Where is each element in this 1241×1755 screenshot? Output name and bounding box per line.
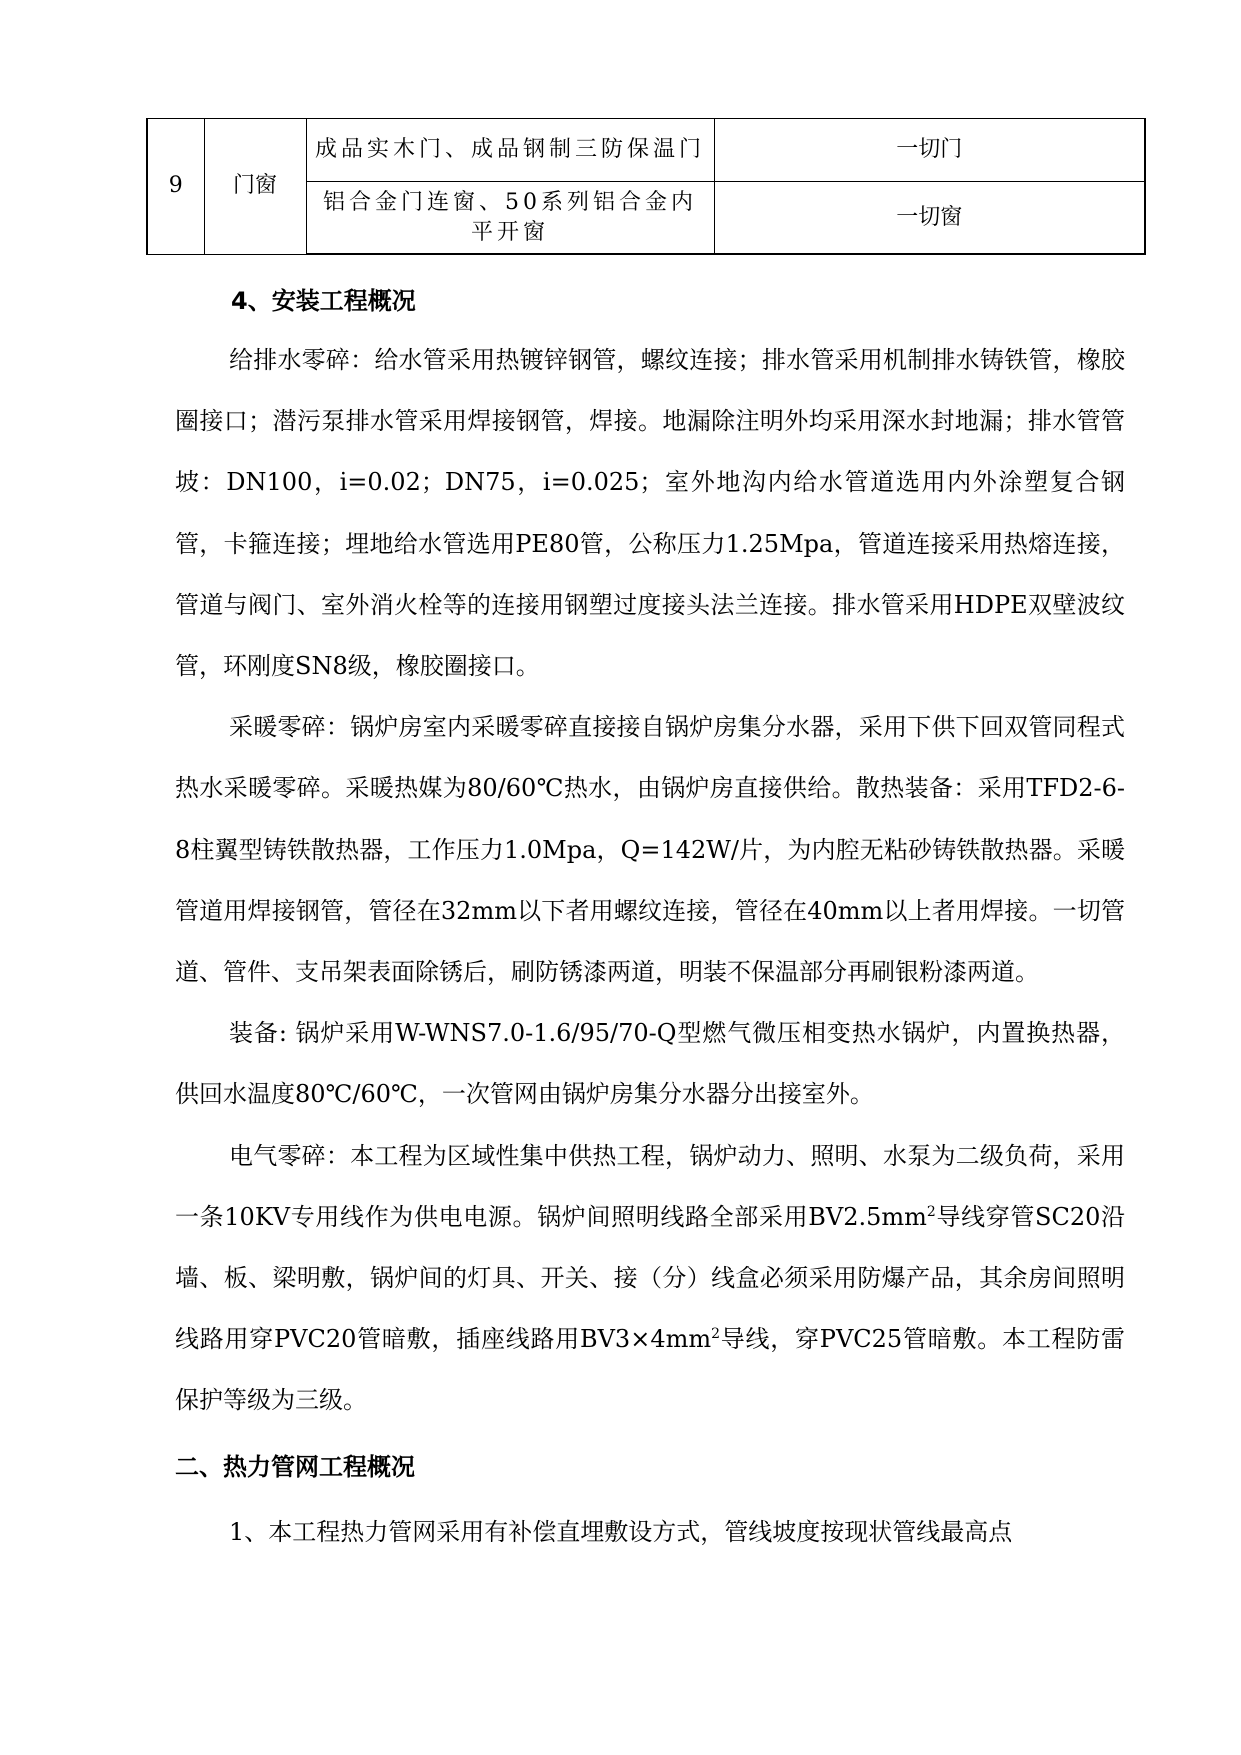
item-description: 铝合金门连窗、50系列铝合金内平开窗 bbox=[306, 182, 714, 255]
heating-paragraph: 采暖零碎：锅炉房室内采暖零碎直接接自锅炉房集分水器，采用下供下回双管同程式热水采暖零碎。采暖热媒为80/60℃热水，由锅炉房直接供给。散热装备：采用TFD2-6-8柱翼型铸铁散热器，工作压力1.0Mpa，Q=142W/片，为内腔无粘砂铸铁散热器。采暖管道用焊接钢管，管径在32mm以下者用螺纹连接，管径在40mm以上者用焊接。一切管道、管件、支吊架表面除锈后，刷防锈漆两道，明装不保温部分再刷银粉漆两道。 bbox=[175, 713, 1125, 987]
item-value: 一切门 bbox=[714, 119, 1145, 182]
plumbing-paragraph: 给排水零碎：给水管采用热镀锌钢管，螺纹连接；排水管采用机制排水铸铁管，橡胶圈接口；潜污泵排水管采用焊接钢管，焊接。地漏除注明外均采用深水封地漏；排水管管坡：DN100，i=0.02；DN75，i=0.025；室外地沟内给水管道选用内外涂塑复合钢管，卡箍连接；埋地给水管选用PE80管，公称压力1.25Mpa，管道连接采用热熔连接，管道与阀门、室外消火栓等的连接用钢塑过度接头法兰连接。排水管采用HDPE双壁波纹管，环刚度SN8级，橡胶圈接口。 bbox=[175, 346, 1125, 681]
electrical-paragraph bbox=[175, 1126, 1125, 1432]
document-body bbox=[175, 268, 1125, 1563]
heat-network-paragraph: 1、本工程热力管网采用有补偿直埋敷设方式，管线坡度按现状管线最高点 bbox=[229, 1517, 1013, 1546]
install-heading: 4、安装工程概况 bbox=[231, 287, 416, 315]
superscript: 2 bbox=[711, 1326, 721, 1343]
heat-network-heading: 二、热力管网工程概况 bbox=[175, 1452, 415, 1481]
electrical-text-a: 电气零碎：本工程为区域性集中供热工程，锅炉动力、照明、水泵为二级负荷，采用一条10KV专用线作为供电电源。锅炉间照明线路全部采用BV2.5mm bbox=[175, 1141, 1125, 1231]
row-number: 9 bbox=[147, 119, 204, 255]
table-row bbox=[147, 119, 1145, 182]
materials-table bbox=[146, 118, 1146, 255]
item-value: 一切窗 bbox=[714, 182, 1145, 255]
row-category: 门窗 bbox=[204, 119, 306, 255]
item-description: 成品实木门、成品钢制三防保温门 bbox=[306, 119, 714, 182]
equipment-paragraph: 装备: 锅炉采用W-WNS7.0-1.6/95/70-Q型燃气微压相变热水锅炉，内置换热器，供回水温度80℃/60℃，一次管网由锅炉房集分水器分出接室外。 bbox=[175, 1019, 1125, 1109]
superscript: 2 bbox=[926, 1203, 936, 1220]
electrical-text-c: 导线，穿PVC25管暗敷。本工程防雷保护等级为三级。 bbox=[175, 1325, 1125, 1415]
electrical-text-b: 导线穿管SC20沿墙、板、梁明敷，锅炉间的灯具、开关、接（分）线盒必须采用防爆产品，其余房间照明线路用穿PVC20管暗敷，插座线路用BV3×4mm bbox=[175, 1202, 1126, 1354]
